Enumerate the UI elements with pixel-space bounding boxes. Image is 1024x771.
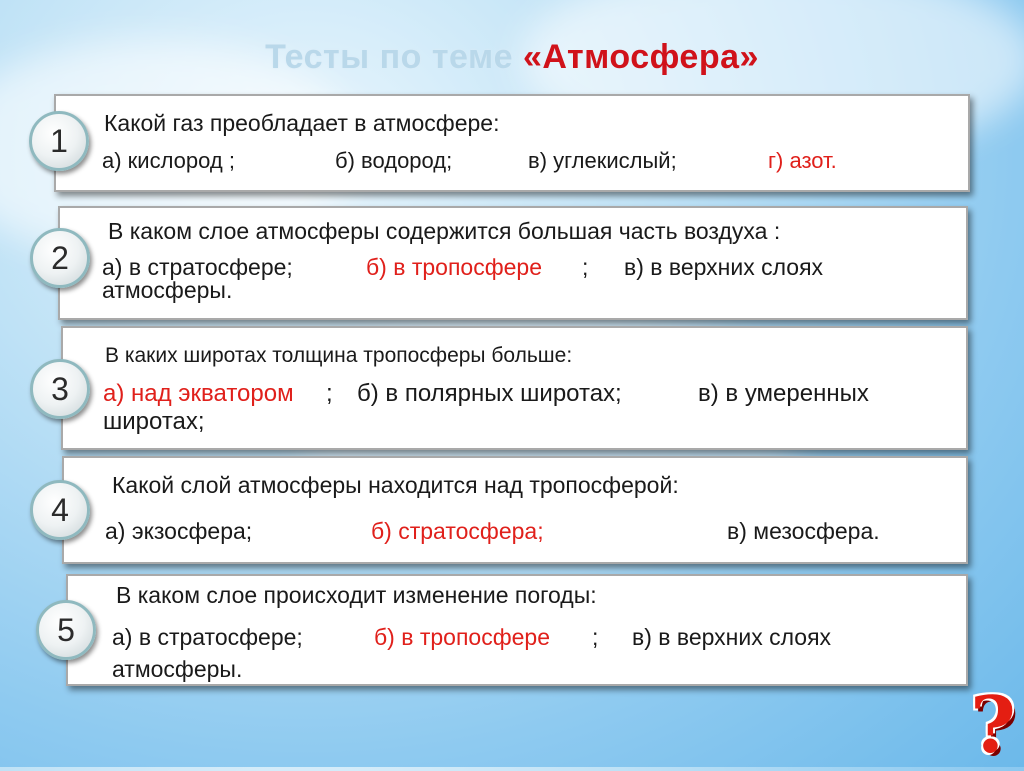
answer-option-c[interactable]: в) мезосфера. [727, 518, 880, 544]
answer-option-c[interactable]: в) в умеренных [698, 380, 869, 407]
answer-option-b-correct[interactable]: б) в тропосфере [374, 624, 550, 650]
question-card-1 [54, 94, 970, 192]
answer-option-c[interactable]: в) в верхних слоях [632, 624, 832, 650]
question-card-3 [61, 326, 968, 450]
answer-separator: ; [592, 624, 599, 650]
answer-separator: ; [326, 380, 333, 407]
title-prefix: Тесты по теме [265, 38, 524, 76]
answer-continuation: широтах; [103, 408, 205, 435]
answer-separator: ; [582, 254, 589, 280]
answer-option-c[interactable]: в) углекислый; [528, 148, 677, 173]
question-card-4 [62, 456, 968, 564]
answer-option-a[interactable]: а) в стратосфере; [112, 624, 303, 650]
question-number-badge: 4 [30, 480, 90, 540]
answer-option-c[interactable]: в) в верхних слоях [624, 254, 824, 280]
question-text: В каком слое происходит изменение погоды: [116, 582, 597, 608]
answer-option-b-correct[interactable]: б) в тропосфере [366, 254, 542, 280]
answer-option-a-correct[interactable]: а) над экватором [103, 380, 294, 407]
answer-continuation: атмосферы. [102, 277, 233, 303]
title-topic: «Атмосфера» [523, 38, 759, 76]
question-text: В каких широтах толщина тропосферы больше: [105, 344, 573, 367]
question-card-5 [66, 574, 968, 686]
question-number-badge: 5 [36, 600, 96, 660]
answer-option-b[interactable]: б) водород; [335, 148, 453, 173]
answer-option-a[interactable]: а) экзосфера; [105, 518, 253, 544]
answer-option-b[interactable]: б) в полярных широтах; [357, 380, 622, 407]
question-number-badge: 1 [29, 111, 89, 171]
question-card-2 [58, 206, 968, 320]
slide-title [0, 38, 1024, 77]
question-text: Какой слой атмосферы находится над тропосферой: [112, 472, 679, 498]
answer-option-a[interactable]: а) кислород ; [102, 148, 235, 173]
answer-option-d-correct[interactable]: г) азот. [768, 148, 837, 173]
question-number-badge: 3 [30, 359, 90, 419]
question-number-badge: 2 [30, 228, 90, 288]
answer-continuation: атмосферы. [112, 656, 243, 682]
question-mark-icon: ? [970, 680, 1016, 771]
answer-option-b-correct[interactable]: б) стратосфера; [371, 518, 544, 544]
question-text: Какой газ преобладает в атмосфере: [104, 110, 500, 136]
answer-option-a[interactable]: а) в стратосфере; [102, 254, 293, 280]
question-text: В каком слое атмосферы содержится большая часть воздуха : [108, 218, 781, 244]
